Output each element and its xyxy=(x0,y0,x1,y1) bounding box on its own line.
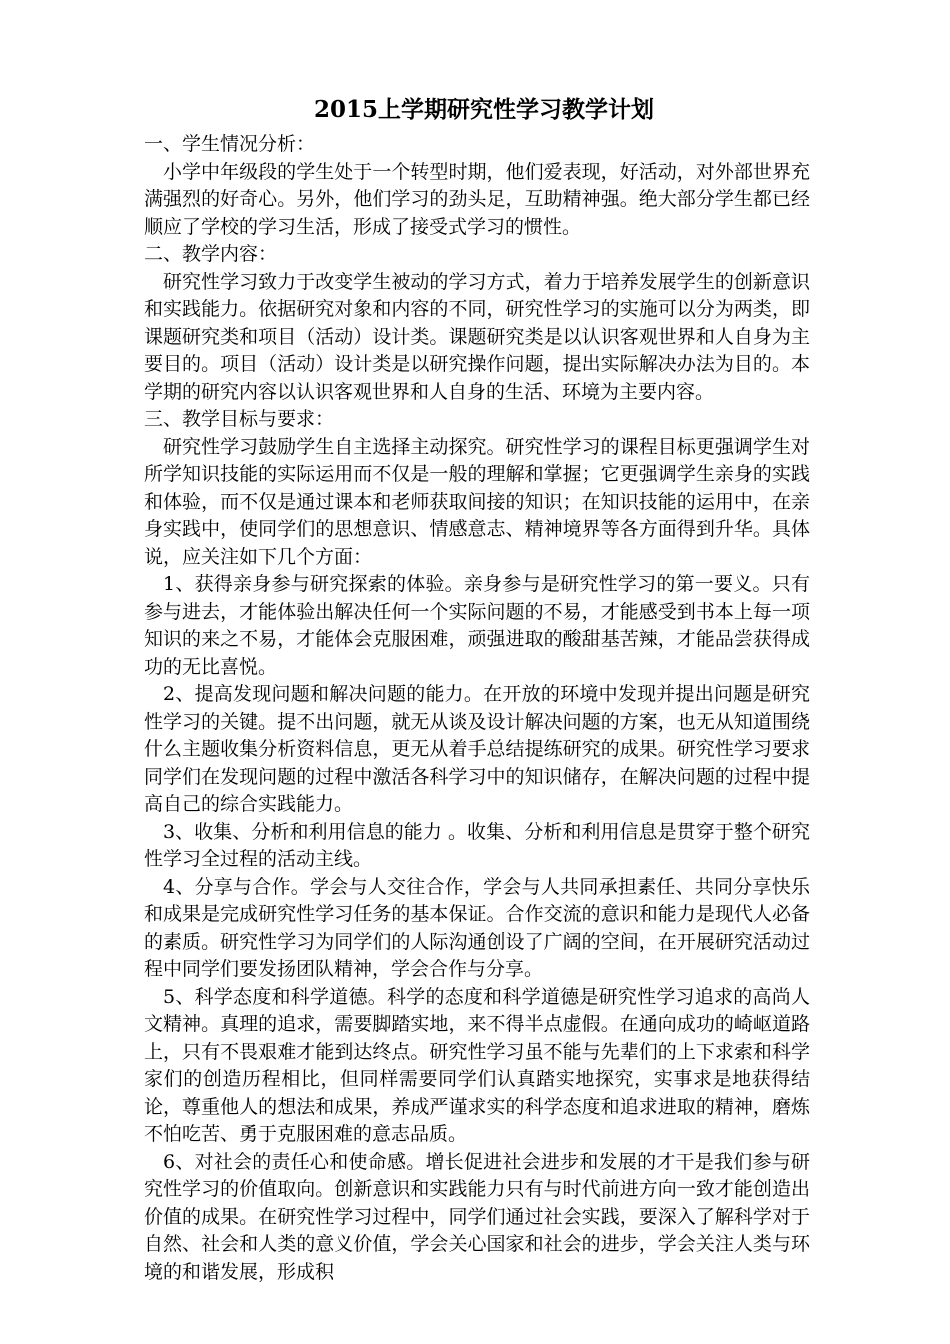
paragraph: 小学中年级段的学生处于一个转型时期，他们爱表现，好活动，对外部世界充满强烈的好奇心。另外，他们学习的劲头足，互助精神强。绝大部分学生都已经顺应了学校的学习生活，形成了接受式学习的惯性。 xyxy=(144,160,810,238)
section-heading: 二、教学内容： xyxy=(144,243,278,265)
section-teaching-content xyxy=(144,241,810,406)
document-page xyxy=(144,95,810,1286)
paragraph-item-3: 3、收集、分析和利用信息的能力 。收集、分析和利用信息是贯穿于整个研究性学习全过程的活动主线。 xyxy=(144,820,810,870)
section-heading: 三、教学目标与要求： xyxy=(144,408,335,430)
paragraph-item-2: 2、提高发现问题和解决问题的能力。在开放的环境中发现并提出问题是研究性学习的关键。提不出问题，就无从谈及设计解决问题的方案，也无从知道围绕什么主题收集分析资料信息，更无从着手总结提练研究的成果。研究性学习要求同学们在发现问题的过程中激活各科学习中的知识储存，在解决问题的过程中提高自己的综合实践能力。 xyxy=(144,683,810,815)
section-heading: 一、学生情况分析： xyxy=(144,133,316,155)
document-title: 2015上学期研究性学习教学计划 xyxy=(313,96,654,123)
section-student-analysis xyxy=(144,131,810,241)
paragraph-item-5: 5、科学态度和科学道德。科学的态度和科学道德是研究性学习追求的高尚人文精神。真理的追求，需要脚踏实地，来不得半点虚假。在通向成功的崎岖道路上，只有不畏艰难才能到达终点。研究性学习虽不能与先辈们的上下求索和科学家们的创造历程相比，但同样需要同学们认真踏实地探究，实事求是地获得结论，尊重他人的想法和成果，养成严谨求实的科学态度和追求进取的精神，磨炼不怕吃苦、勇于克服困难的意志品质。 xyxy=(144,985,810,1145)
paragraph-item-4: 4、分享与合作。学会与人交往合作，学会与人共同承担素任、共同分享快乐和成果是完成研究性学习任务的基本保证。合作交流的意识和能力是现代人必备的素质。研究性学习为同学们的人际沟通创设了广阔的空间，在开展研究活动过程中同学们要发扬团队精神，学会合作与分享。 xyxy=(144,875,810,980)
paragraph-item-6: 6、对社会的责任心和使命感。增长促进社会进步和发展的才干是我们参与研究性学习的价值取向。创新意识和实践能力只有与时代前进方向一致才能创造出价值的成果。在研究性学习过程中，同学们通过社会实践，要深入了解科学对于自然、社会和人类的意义价值，学会关心国家和社会的进步，学会关注人类与环境的和谐发展，形成积 xyxy=(144,1150,810,1283)
paragraph-item-1: 1、获得亲身参与研究探索的体验。亲身参与是研究性学习的第一要义。只有参与进去，才能体验出解决任何一个实际问题的不易，才能感受到书本上每一项知识的来之不易，才能体会克服困难，顽强进取的酸甜基苦辣，才能品尝获得成功的无比喜悦。 xyxy=(144,573,810,678)
section-goals-requirements xyxy=(144,406,810,1286)
paragraph: 研究性学习鼓励学生自主选择主动探究。研究性学习的课程目标更强调学生对所学知识技能的实际运用而不仅是一般的理解和掌握；它更强调学生亲身的实践和体验，而不仅是通过课本和老师获取间接的知识；在知识技能的运用中，在亲身实践中，使同学们的思想意识、情感意志、精神境界等各方面得到升华。具体说，应关注如下几个方面： xyxy=(144,435,810,568)
paragraph: 研究性学习致力于改变学生被动的学习方式，着力于培养发展学生的创新意识和实践能力。依据研究对象和内容的不同，研究性学习的实施可以分为两类，即课题研究类和项目（活动）设计类。课题研究类是以认识客观世界和人自身为主要目的。项目（活动）设计类是以研究操作问题，提出实际解决办法为目的。本学期的研究内容以认识客观世界和人自身的生活、环境为主要内容。 xyxy=(144,270,810,403)
